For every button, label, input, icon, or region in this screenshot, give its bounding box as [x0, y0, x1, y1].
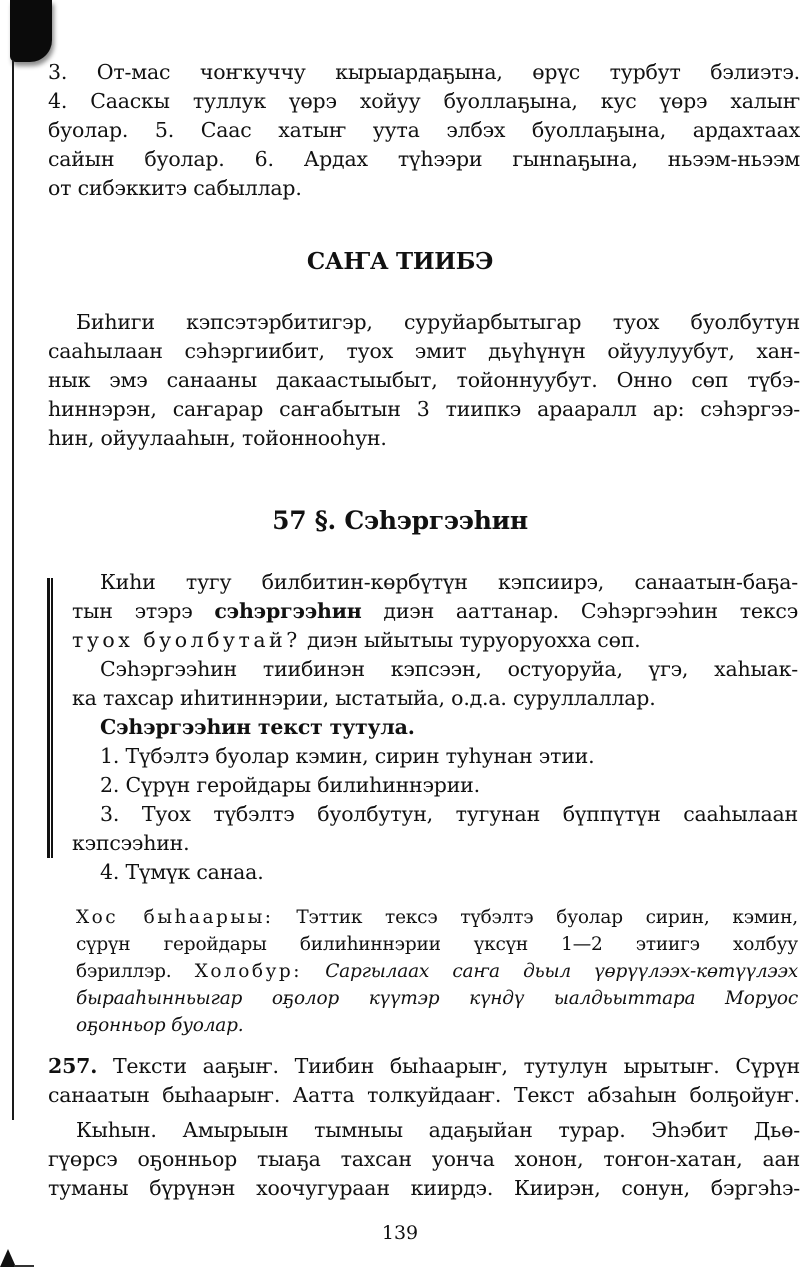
- text-line: от сибэккитэ сабыллар.: [48, 176, 302, 200]
- text-line: [72, 597, 798, 626]
- exercise-text-line: Кыһын. Амырыын тымныы адаҕыйан турар. Эһэбит Дьө-: [76, 1118, 800, 1142]
- text-line: [76, 904, 798, 931]
- text-line: һиннэрэн, саҥарар саҥабытын 3 тиипкэ арааралл ар: сэһэргээ-: [48, 397, 800, 421]
- text-line: [76, 958, 798, 985]
- structure-title: Сэһэргээһин текст тутула.: [100, 715, 415, 739]
- text-line: 4. Сааскы туллук үөрэ хойуу буоллаҕына, кус үөрэ халыҥ: [48, 89, 800, 113]
- section-heading: 57 §. Сэһэргээһин: [272, 506, 528, 535]
- sanga-paragraph: [48, 308, 800, 453]
- example-label: Холобур:: [194, 961, 302, 982]
- structure-item: 3. Туох түбэлтэ буолбутун, тугунан бүппүтүн сааһылаан: [100, 802, 798, 826]
- text-line: 3. От-мас чоҥкуччу кырыардаҕына, өрүс турбут бэлиэтэ.: [48, 60, 800, 84]
- text-line: Сэһэргээһин тиибинэн кэпсээн, остуоруйа, үгэ, хаһыак-: [100, 657, 798, 681]
- spaced-question: туох буолбутай?: [72, 628, 301, 652]
- page-edge-line: [12, 60, 14, 1120]
- text-line: сайын буолар. 6. Ардах түһээри гынnaҕына, ньээм-ньээм: [48, 147, 800, 171]
- features-note: [76, 904, 798, 1039]
- text-line: сааһылаан сэһэргиибит, туох эмит дьүһүнүн ойуулуубут, хан-: [48, 339, 800, 363]
- exercise-257: [48, 1052, 800, 1203]
- exercise-text-line: туманы бүрүнэн хоочугураан киирдэ. Киирэн, сонун, бэргэһэ-: [48, 1176, 800, 1200]
- definition-block: [72, 568, 798, 887]
- structure-item: 2. Сүрүн геройдары билиһиннэрии.: [100, 773, 480, 797]
- note-label: Хос быһаарыы:: [76, 907, 274, 928]
- text-line: [72, 626, 798, 655]
- text-line: буолар. 5. Саас хатыҥ уута элбэх буоллаҕына, ардахтаах: [48, 118, 800, 142]
- text-line: һин, ойуулааһын, тойонноoһун.: [48, 426, 387, 450]
- text-fragment: бэриллэр.: [76, 961, 195, 982]
- text-line: сүрүн геройдары билиһиннэрии үксүн 1—2 этиигэ холбуу: [76, 934, 798, 955]
- example-text: Саргылаах саҥа дьыл үөрүүлээх-көтүүлээх: [302, 961, 798, 982]
- definition-double-rule: [47, 578, 53, 858]
- structure-item: 1. Түбэлтэ буолар кэмин, сирин туһунан этии.: [100, 744, 595, 768]
- text-fragment: диэн ыйытыы туруоруохха сөп.: [300, 628, 641, 652]
- text-line: Биһиги кэпсэтэрбитигэр, суруйарбытыгар туох буолбутун: [76, 310, 800, 334]
- text-line: ка тахсар иһитиннэрии, ыстатыйа, о.д.а. суруллаллар.: [72, 686, 656, 710]
- exercise-text-line: гүөрсэ оҕонньор тыаҕа тахсан уонча хонон, тоҥон-хатан, аан: [48, 1147, 800, 1171]
- structure-item: 4. Түмүк санаа.: [100, 860, 264, 884]
- text-line: Киһи тугу билбитин-көрбүтүн кэпсиирэ, санаатын-баҕа-: [100, 570, 798, 594]
- text-line: [48, 1052, 800, 1081]
- scan-artifact-blot: [10, 0, 52, 62]
- example-text: оҕонньор буолар.: [76, 1015, 244, 1036]
- example-text: бырааһынньыгар оҕолор күүтэр күндү ыалдьыттара Моруос: [76, 988, 798, 1009]
- text-fragment: тын этэрэ: [72, 599, 215, 623]
- exercise-instruction: санаатын быһаарыҥ. Аатта толкуйдааҥ. Текст абзаһын болҕойуҥ.: [48, 1083, 800, 1107]
- defined-term: сэһэргээһин: [214, 599, 362, 623]
- exercise-instruction: Тексти aaҕыҥ. Тиибин быһаарыҥ, тутулун ырытыҥ. Сүрүн: [97, 1054, 800, 1078]
- heading-sanga-tiibe: САҤА ТИИБЭ: [306, 248, 494, 275]
- text-fragment: диэн ааттанар. Сэһэргээһин тексэ: [361, 599, 798, 623]
- scan-corner-tail: [14, 1265, 34, 1267]
- text-line: нык эмэ санааны дакаастыыбыт, тойоннуубут. Онно сөп түбэ-: [48, 368, 800, 392]
- exercise-number: 257.: [48, 1054, 98, 1078]
- structure-item: кэпсээһин.: [72, 831, 190, 855]
- intro-paragraph: [48, 58, 800, 203]
- page-number: 139: [381, 1222, 419, 1244]
- text-fragment: Тэттик тексэ түбэлтэ буолар сирин, кэмин,: [273, 907, 798, 928]
